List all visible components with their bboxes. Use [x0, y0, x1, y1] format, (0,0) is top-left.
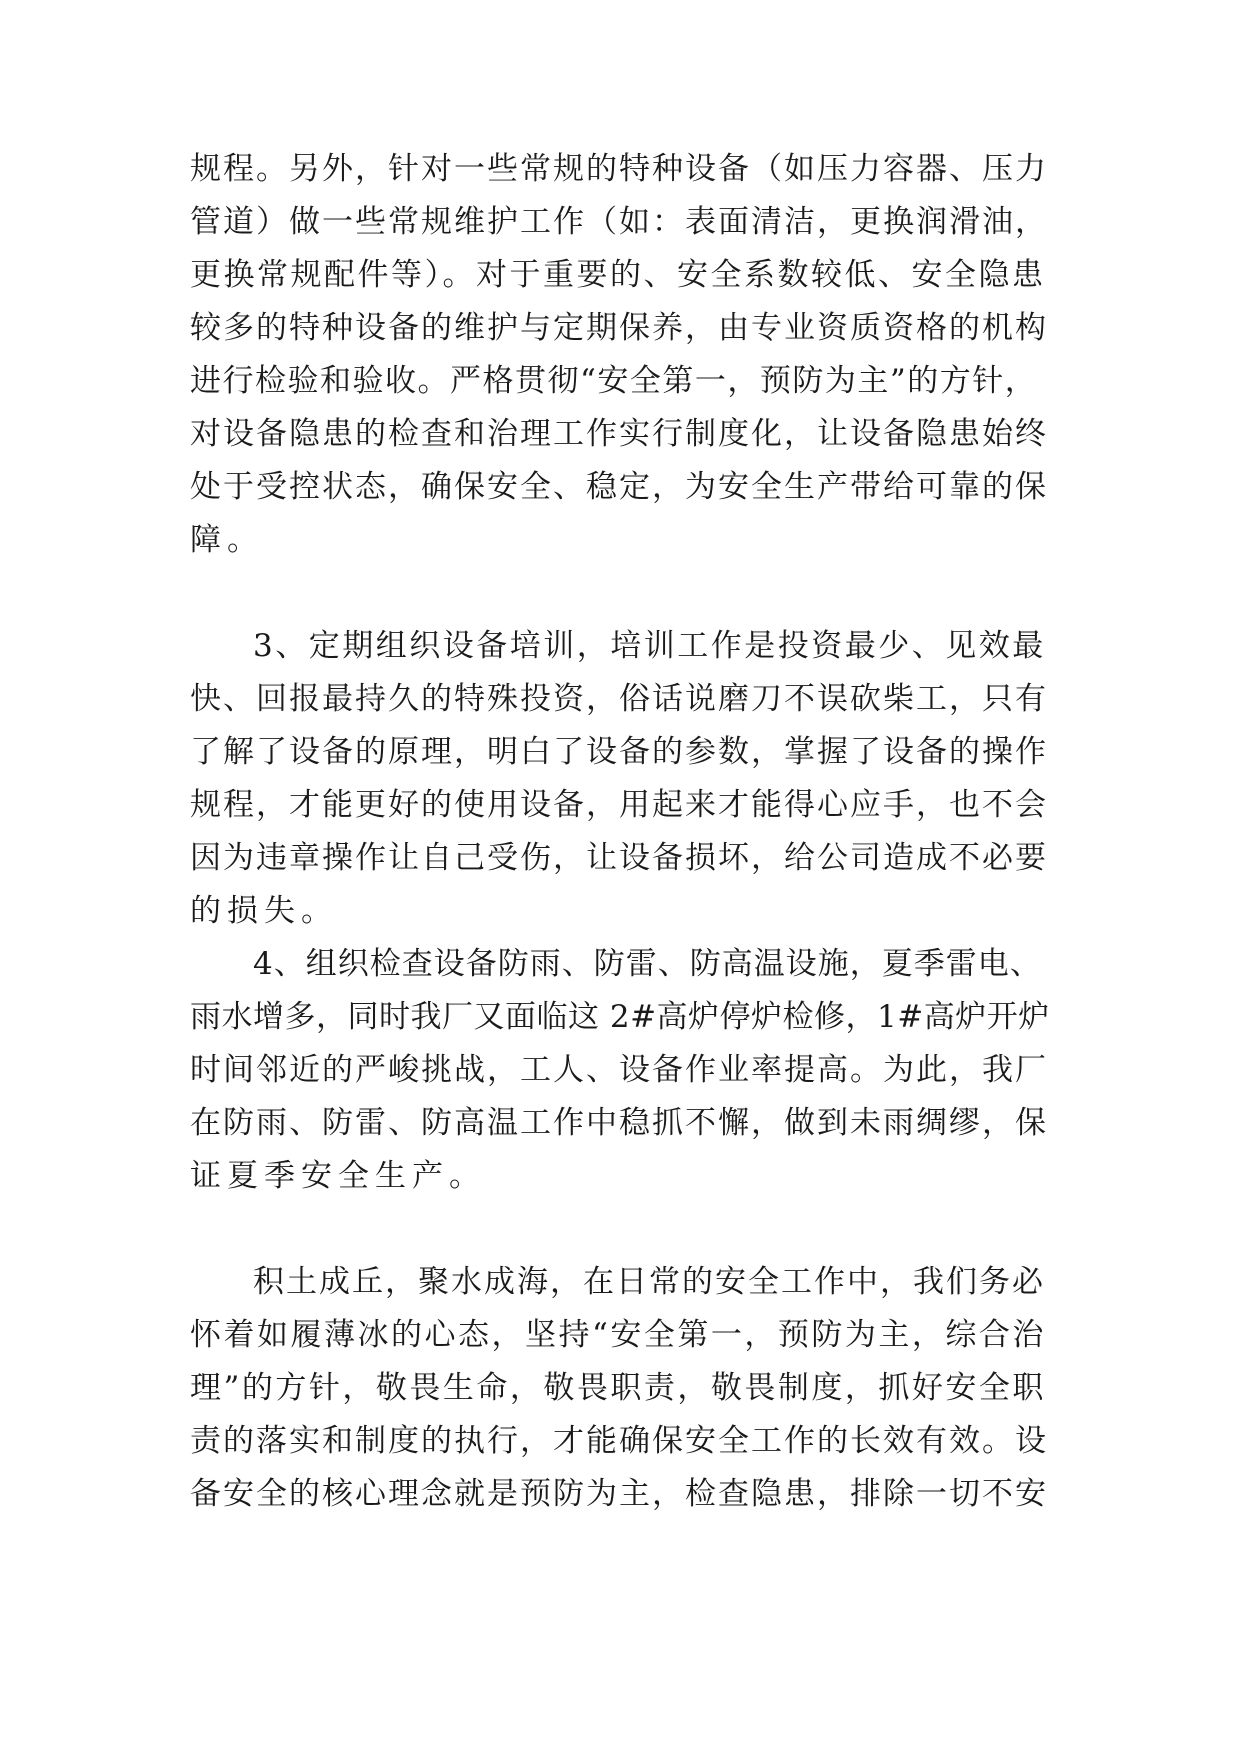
- text-line: 雨水增多，同时我厂又面临这 2#高炉停炉检修，1#高炉开炉: [190, 999, 1050, 1035]
- text-line: 规程。另外，针对一些常规的特种设备（如压力容器、压力: [190, 151, 1048, 187]
- text-line: 规程，才能更好的使用设备，用起来才能得心应手，也不会: [190, 787, 1048, 823]
- text-line: 在防雨、防雷、防高温工作中稳抓不懈，做到未雨绸缪，保: [190, 1105, 1048, 1141]
- text-line: 管道）做一些常规维护工作（如：表面清洁，更换润滑油，: [190, 204, 1048, 240]
- text-line: 的损失。: [190, 893, 338, 929]
- text-line: 责的落实和制度的执行，才能确保安全工作的长效有效。设: [190, 1423, 1048, 1459]
- text-line: 障。: [190, 522, 264, 558]
- text-line: 因为违章操作让自己受伤，让设备损坏，给公司造成不必要: [190, 840, 1048, 876]
- text-line: 进行检验和验收。严格贯彻“安全第一，预防为主”的方针，: [190, 363, 1038, 399]
- paragraph-first-line: 积土成丘，聚水成海，在日常的安全工作中，我们务必: [253, 1264, 1045, 1300]
- text-line: 处于受控状态，确保安全、稳定，为安全生产带给可靠的保: [190, 469, 1048, 505]
- text-line: 证夏季安全生产。: [190, 1158, 486, 1194]
- paragraph-first-line: 4、组织检查设备防雨、防雷、防高温设施，夏季雷电、: [253, 946, 1042, 982]
- text-line: 快、回报最持久的特殊投资，俗话说磨刀不误砍柴工，只有: [190, 681, 1048, 717]
- text-line: 较多的特种设备的维护与定期保养，由专业资质资格的机构: [190, 310, 1048, 346]
- paragraph-first-line: 3、定期组织设备培训，培训工作是投资最少、见效最: [253, 628, 1046, 664]
- text-line: 备安全的核心理念就是预防为主，检查隐患，排除一切不安: [190, 1476, 1048, 1512]
- text-line: 理”的方针，敬畏生命，敬畏职责，敬畏制度，抓好安全职: [190, 1370, 1046, 1406]
- text-line: 了解了设备的原理，明白了设备的参数，掌握了设备的操作: [190, 734, 1048, 770]
- text-line: 时间邻近的严峻挑战，工人、设备作业率提高。为此，我厂: [190, 1052, 1048, 1088]
- text-line: 对设备隐患的检查和治理工作实行制度化，让设备隐患始终: [190, 416, 1048, 452]
- text-line: 怀着如履薄冰的心态，坚持“安全第一，预防为主，综合治: [190, 1317, 1046, 1353]
- text-line: 更换常规配件等）。对于重要的、安全系数较低、安全隐患: [190, 257, 1046, 293]
